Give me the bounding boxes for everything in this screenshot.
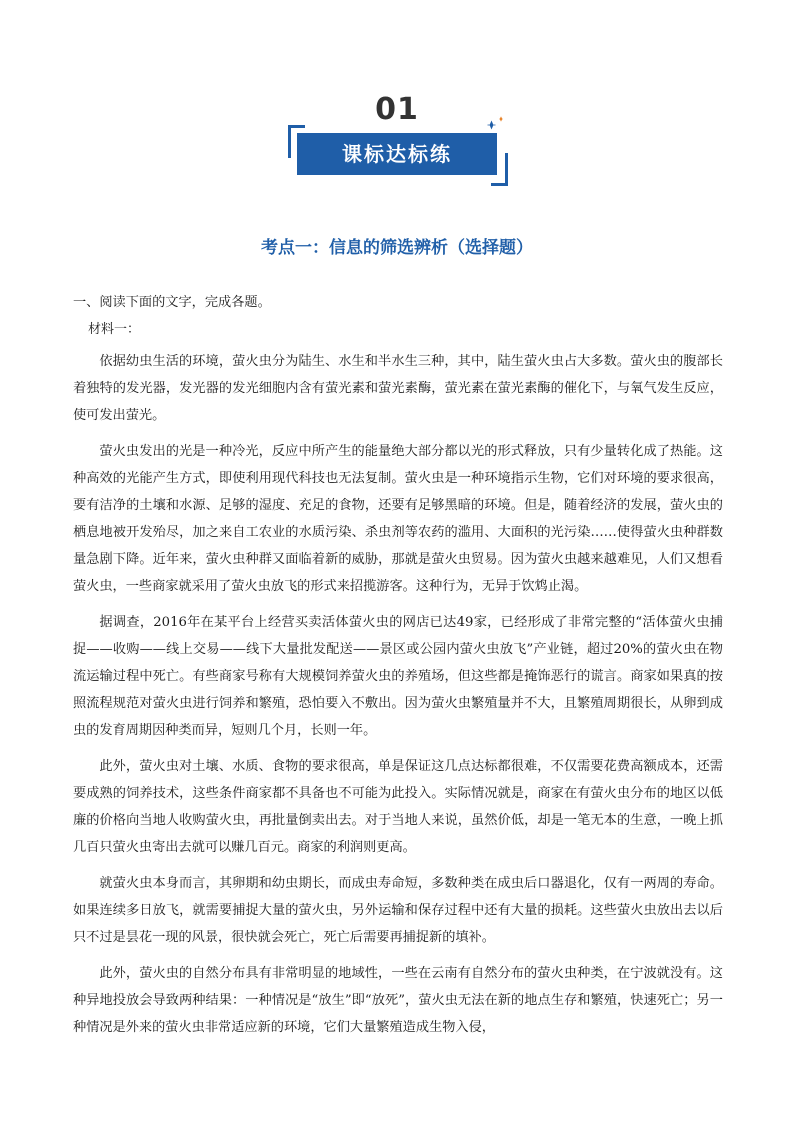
material-text bbox=[73, 348, 723, 1041]
section-number: 01 bbox=[375, 92, 419, 127]
paragraph: 此外，萤火虫的自然分布具有非常明显的地域性，一些在云南有自然分布的萤火虫种类，在宁波就没有。这种异地投放会导致两种结果：一种情况是“放生”即“放死”，萤火虫无法在新的地点生存和繁殖，快速死亡；另一种情况是外来的萤火虫非常适应新的环境，它们大量繁殖造成生物入侵， bbox=[73, 966, 723, 1035]
badge-bracket-right bbox=[491, 153, 508, 186]
paragraph: 萤火虫发出的光是一种冷光，反应中所产生的能量绝大部分都以光的形式释放，只有少量转化成了热能。这种高效的光能产生方式，即使利用现代科技也无法复制。萤火虫是一种环境指示生物，它们对环境的要求很高，要有洁净的土壤和水源、足够的湿度、充足的食物，还要有足够黑暗的环境。但是，随着经济的发展，萤火虫的栖息地被开发殆尽，加之来自工农业的水质污染、杀虫剂等农药的滥用、大面积的光污染……使得萤火虫种群数量急剧下降。近年来，萤火虫种群又面临着新的威胁，那就是萤火虫贸易。因为萤火虫越来越难见，人们又想看萤火虫，一些商家就采用了萤火虫放飞的形式来招揽游客。这种行为，无异于饮鸩止渴。 bbox=[73, 444, 723, 594]
sparkle-icon bbox=[484, 115, 510, 135]
question-intro: 一、阅读下面的文字，完成各题。 bbox=[73, 295, 271, 310]
paragraph: 据调查，2016年在某平台上经营买卖活体萤火虫的网店已达49家，已经形成了非常完整的“活体萤火虫捕捉——收购——线上交易——线下大量批发配送——景区或公园内萤火虫放飞”产业链，超过20%的萤火虫在物流运输过程中死亡。有些商家号称有大规模饲养萤火虫的养殖场，但这些都是掩饰恶行的谎言。商家如果真的按照流程规范对萤火虫进行饲养和繁殖，恐怕要入不敷出。因为萤火虫繁殖量并不大，且繁殖周期很长，从卵到成虫的发育周期因种类而异，短则几个月，长则一年。 bbox=[73, 615, 723, 738]
section-badge: 课标达标练 bbox=[297, 133, 497, 175]
section-title: 考点一：信息的筛选辨析（选择题） bbox=[261, 238, 533, 258]
question-body bbox=[73, 294, 723, 1050]
paragraph: 此外，萤火虫对土壤、水质、食物的要求很高，单是保证这几点达标都很难，不仅需要花费高额成本，还需要成熟的饲养技术，这些条件商家都不具备也不可能为此投入。实际情况就是，商家在有萤火虫分布的地区以低廉的价格向当地人收购萤火虫，再批量倒卖出去。对于当地人来说，虽然价低，却是一笔无本的生意，一晚上抓几百只萤火虫寄出去就可以赚几百元。商家的利润则更高。 bbox=[73, 759, 723, 855]
paragraph: 依据幼虫生活的环境，萤火虫分为陆生、水生和半水生三种，其中，陆生萤火虫占大多数。萤火虫的腹部长着独特的发光器，发光器的发光细胞内含有萤光素和萤光素酶，萤光素在萤光素酶的催化下，与氧气发生反应，使可发出萤光。 bbox=[73, 354, 723, 423]
material-label: 材料一： bbox=[88, 322, 141, 337]
paragraph: 就萤火虫本身而言，其卵期和幼虫期长，而成虫寿命短，多数种类在成虫后口器退化，仅有一两周的寿命。如果连续多日放飞，就需要捕捉大量的萤火虫，另外运输和保存过程中还有大量的损耗。这些萤火虫放出去以后只不过是昙花一现的风景，很快就会死亡，死亡后需要再捕捉新的填补。 bbox=[73, 876, 723, 945]
